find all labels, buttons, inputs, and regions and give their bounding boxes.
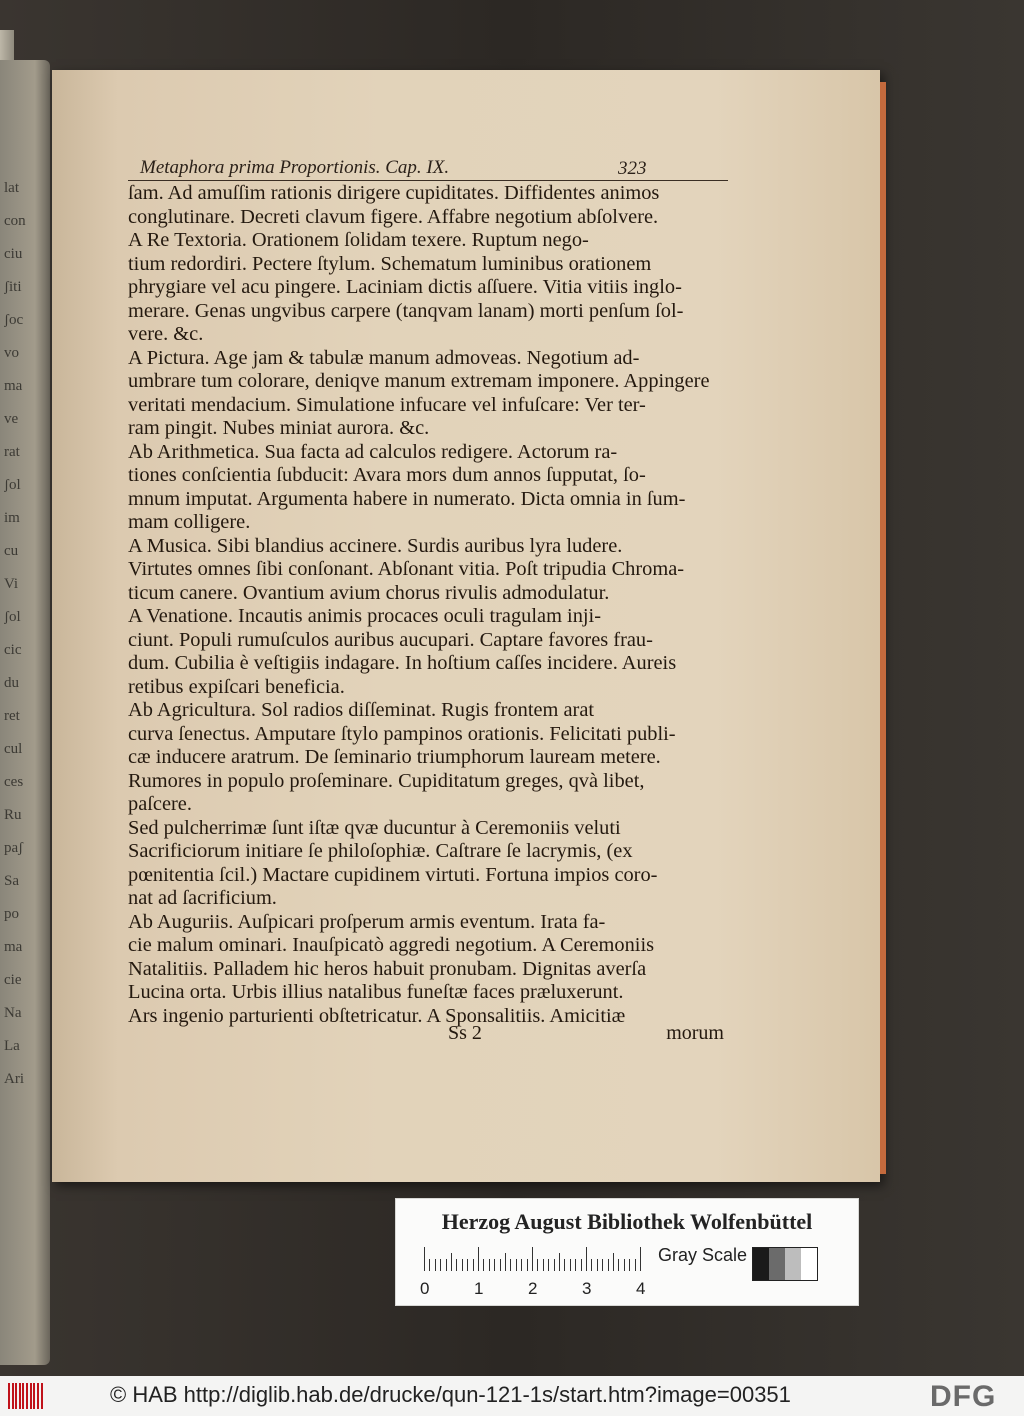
ruler-tick — [521, 1259, 522, 1271]
text-line: cæ inducere aratrum. De ſeminario triumphorum lauream metere. — [128, 746, 661, 768]
facing-page-fragment: cul — [4, 741, 23, 757]
dfg-logo: DFG — [930, 1380, 997, 1413]
facing-page-fragment: rat — [4, 444, 20, 460]
text-line: pœnitentia ſcil.) Mactare cupidinem virtuti. Fortuna impios coro- — [128, 863, 658, 886]
facing-page-fragment: paʃ — [4, 840, 24, 856]
ruler-tick — [483, 1259, 484, 1271]
ruler-tick — [462, 1259, 463, 1271]
ruler-tick — [494, 1259, 495, 1271]
text-line: umbrare tum colorare, deniqve manum extremam imponere. Appingere — [128, 370, 710, 392]
text-line: mnum imputat. Argumenta habere in numerato. Dicta omnia in ſum- — [128, 487, 686, 510]
facing-page-fragment: Na — [4, 1005, 22, 1021]
facing-page-fragment: ʃol — [4, 477, 21, 493]
facing-page-fragment: La — [4, 1038, 20, 1054]
barcode-bar — [41, 1383, 43, 1409]
ruler-tick — [559, 1253, 560, 1271]
text-line: Sed pulcherrimæ ſunt iſtæ qvæ ducuntur à Ceremoniis veluti — [128, 816, 621, 839]
facing-page-fragment: ciu — [4, 246, 23, 262]
text-line: Ab Auguriis. Auſpicari proſperum armis eventum. Irata fa- — [128, 910, 606, 933]
facing-page-fragment: po — [4, 906, 19, 922]
ruler-tick — [451, 1253, 452, 1271]
ruler-tick — [640, 1247, 641, 1271]
ruler-label: 1 — [474, 1279, 484, 1298]
ruler-tick — [537, 1259, 538, 1271]
ruler-label: 2 — [528, 1279, 538, 1298]
ruler-tick — [500, 1259, 501, 1271]
text-line: mam colligere. — [128, 511, 251, 533]
facing-page-fragment: cu — [4, 543, 19, 559]
gray-scale-label: Gray Scale — [658, 1245, 748, 1265]
facing-page-fragment: ʃiti — [4, 279, 22, 295]
facing-page-fragment: lat — [4, 180, 19, 196]
ruler-tick — [575, 1259, 576, 1271]
text-line: A Venatione. Incautis animis procaces oculi tragulam inji- — [128, 605, 602, 627]
text-line: Lucina orta. Urbis illius natalibus funeſtæ faces præluxerunt. — [128, 981, 624, 1003]
text-line: ram pingit. Nubes miniat aurora. &c. — [128, 417, 430, 439]
ruler-tick — [473, 1259, 474, 1271]
facing-page-fragment: ret — [4, 708, 20, 724]
header-rule — [128, 180, 728, 181]
ruler-tick — [478, 1247, 479, 1271]
facing-page-fragment: Ru — [4, 807, 22, 823]
text-line: A Re Textoria. Orationem ſolidam texere. Ruptum nego- — [128, 229, 589, 251]
facing-page-fragment: ma — [4, 939, 23, 955]
gray-patch — [769, 1248, 785, 1280]
ruler-tick — [456, 1259, 457, 1271]
facing-page-fragment: cie — [4, 972, 22, 988]
text-line: nat ad ſacrificium. — [128, 887, 277, 909]
ruler-label: 0 — [420, 1279, 430, 1298]
ruler-tick — [608, 1259, 609, 1271]
color-card — [395, 1198, 859, 1306]
facing-page-fragment: con — [4, 213, 26, 229]
text-line: retibus expiſcari beneficia. — [128, 675, 345, 698]
ruler-tick — [543, 1259, 544, 1271]
text-line: vere. &c. — [128, 323, 204, 345]
ruler-tick — [602, 1259, 603, 1271]
text-line: ciunt. Populi rumuſculos auribus aucupari. Captare favores frau- — [128, 628, 653, 651]
text-line: A Musica. Sibi blandius accinere. Surdis auribus lyra ludere. — [128, 534, 623, 557]
ruler-tick — [613, 1253, 614, 1271]
signature-mark: Ss 2 — [448, 1022, 482, 1044]
facing-page-fragment: Ari — [4, 1071, 24, 1087]
text-line: veritati mendacium. Simulatione infucare vel infuſcare: Ver ter- — [128, 393, 646, 416]
text-line: cie malum ominari. Inauſpicatò aggredi negotium. A Ceremoniis — [128, 934, 655, 956]
facing-page-fragment: Vi — [4, 576, 19, 592]
barcode-bar — [8, 1383, 10, 1409]
facing-page-fragment: cic — [4, 642, 22, 658]
barcode-bar — [26, 1383, 28, 1409]
ruler-tick — [597, 1259, 598, 1271]
text-line: tiones conſcientia ſubducit: Avara mors dum annos ſupputat, ſo- — [128, 464, 646, 486]
ruler-tick — [446, 1259, 447, 1271]
ruler-tick — [532, 1247, 533, 1271]
barcode-bar — [30, 1383, 32, 1409]
facing-page-fragment: ma — [4, 378, 23, 394]
text-line: phrygiare vel acu pingere. Laciniam dictis aſſuere. Vitia vitiis inglo- — [128, 276, 682, 298]
facing-page-fragment: Sa — [4, 873, 19, 889]
barcode-icon — [8, 1383, 46, 1409]
gray-scale-patches — [752, 1247, 818, 1281]
gray-patch — [785, 1248, 801, 1280]
page-number: 323 — [618, 158, 647, 179]
ruler-tick — [440, 1259, 441, 1271]
facing-page-fragment: ʃol — [4, 609, 21, 625]
ruler-tick — [635, 1259, 636, 1271]
ruler-tick — [429, 1259, 430, 1271]
ruler-tick — [586, 1247, 587, 1271]
barcode-bar — [22, 1383, 24, 1409]
text-line: merare. Genas ungvibus carpere (tanqvam lanam) morti penſum ſol- — [128, 299, 684, 322]
ruler-tick — [516, 1259, 517, 1271]
ruler-tick — [505, 1253, 506, 1271]
ruler-tick — [591, 1259, 592, 1271]
ruler-label: 4 — [636, 1279, 646, 1298]
facing-page-fragment: vo — [4, 345, 19, 361]
ruler-tick — [554, 1259, 555, 1271]
footer-bar — [0, 1376, 1024, 1416]
ruler-tick — [624, 1259, 625, 1271]
ruler-tick — [618, 1259, 619, 1271]
facing-page-fragment: ve — [4, 411, 19, 427]
text-line: Natalitiis. Palladem hic heros habuit pronubam. Dignitas averſa — [128, 957, 647, 980]
catchword: morum — [666, 1022, 724, 1044]
text-line: ticum canere. Ovantium avium chorus rivulis admodulatur. — [128, 581, 610, 604]
facing-page-fragment: im — [4, 510, 20, 526]
facing-page-fragment: ces — [4, 774, 24, 790]
ruler-labels — [416, 1279, 656, 1299]
ruler-tick — [510, 1259, 511, 1271]
text-line: conglutinare. Decreti clavum figere. Affabre negotium abſolvere. — [128, 205, 659, 228]
text-line: Ars ingenio parturienti obſtetricatur. A Sponsalitiis. Amicitiæ — [128, 1004, 626, 1027]
barcode-bar — [12, 1383, 14, 1409]
barcode-bar — [33, 1383, 35, 1409]
text-line: dum. Cubilia è veſtigiis indagare. In hoſtium caſſes incidere. Aureis — [128, 652, 677, 674]
ruler-tick — [570, 1259, 571, 1271]
ruler-tick — [435, 1259, 436, 1271]
gray-patch — [753, 1248, 769, 1280]
ruler-tick — [548, 1259, 549, 1271]
page-edge — [880, 82, 886, 1174]
text-line: curva ſenectus. Amputare ſtylo pampinos orationis. Felicitati publi- — [128, 722, 676, 745]
gray-patch — [801, 1248, 817, 1280]
text-line: Ab Arithmetica. Sua facta ad calculos redigere. Actorum ra- — [128, 440, 618, 463]
text-line: A Pictura. Age jam & tabulæ manum admoveas. Negotium ad- — [128, 346, 640, 369]
book-page — [52, 70, 880, 1182]
text-line: tium redordiri. Pectere ſtylum. Schematum luminibus orationem — [128, 252, 652, 275]
text-line: Virtutes omnes ſibi conſonant. Abſonant vitia. Poſt tripudia Chroma- — [128, 558, 685, 580]
ruler-tick — [629, 1259, 630, 1271]
text-line: Sacrificiorum initiare ſe philoſophiæ. Caſtrare ſe lacrymis, (ex — [128, 840, 633, 862]
ruler-label: 3 — [582, 1279, 592, 1298]
ruler-tick — [564, 1259, 565, 1271]
text-line: Ab Agricultura. Sol radios diſſeminat. Rugis frontem arat — [128, 699, 595, 721]
ruler-tick — [424, 1247, 425, 1271]
barcode-bar — [15, 1383, 17, 1409]
ruler-tick — [581, 1259, 582, 1271]
facing-page — [0, 60, 50, 1365]
text-line: Rumores in populo proſeminare. Cupiditatum greges, qvà libet, — [128, 769, 645, 792]
library-name: Herzog August Bibliothek Wolfenbüttel — [441, 1209, 813, 1234]
facing-page-fragment: ʃoc — [4, 312, 24, 328]
ruler-tick — [489, 1259, 490, 1271]
page-text — [128, 182, 724, 1028]
barcode-bar — [19, 1383, 21, 1409]
copyright-text[interactable]: © HAB http://diglib.hab.de/drucke/qun-121-1s/start.htm?image=00351 — [110, 1382, 791, 1407]
running-head: Metaphora prima Proportionis. Cap. IX. — [140, 157, 450, 178]
text-line: paſcere. — [128, 793, 192, 815]
facing-page-fragment: du — [4, 675, 19, 691]
ruler-tick — [467, 1259, 468, 1271]
text-line: ſam. Ad amuſſim rationis dirigere cupiditates. Diffidentes animos — [128, 182, 660, 204]
barcode-bar — [37, 1383, 39, 1409]
ruler-scale — [424, 1247, 642, 1271]
ruler-tick — [527, 1259, 528, 1271]
